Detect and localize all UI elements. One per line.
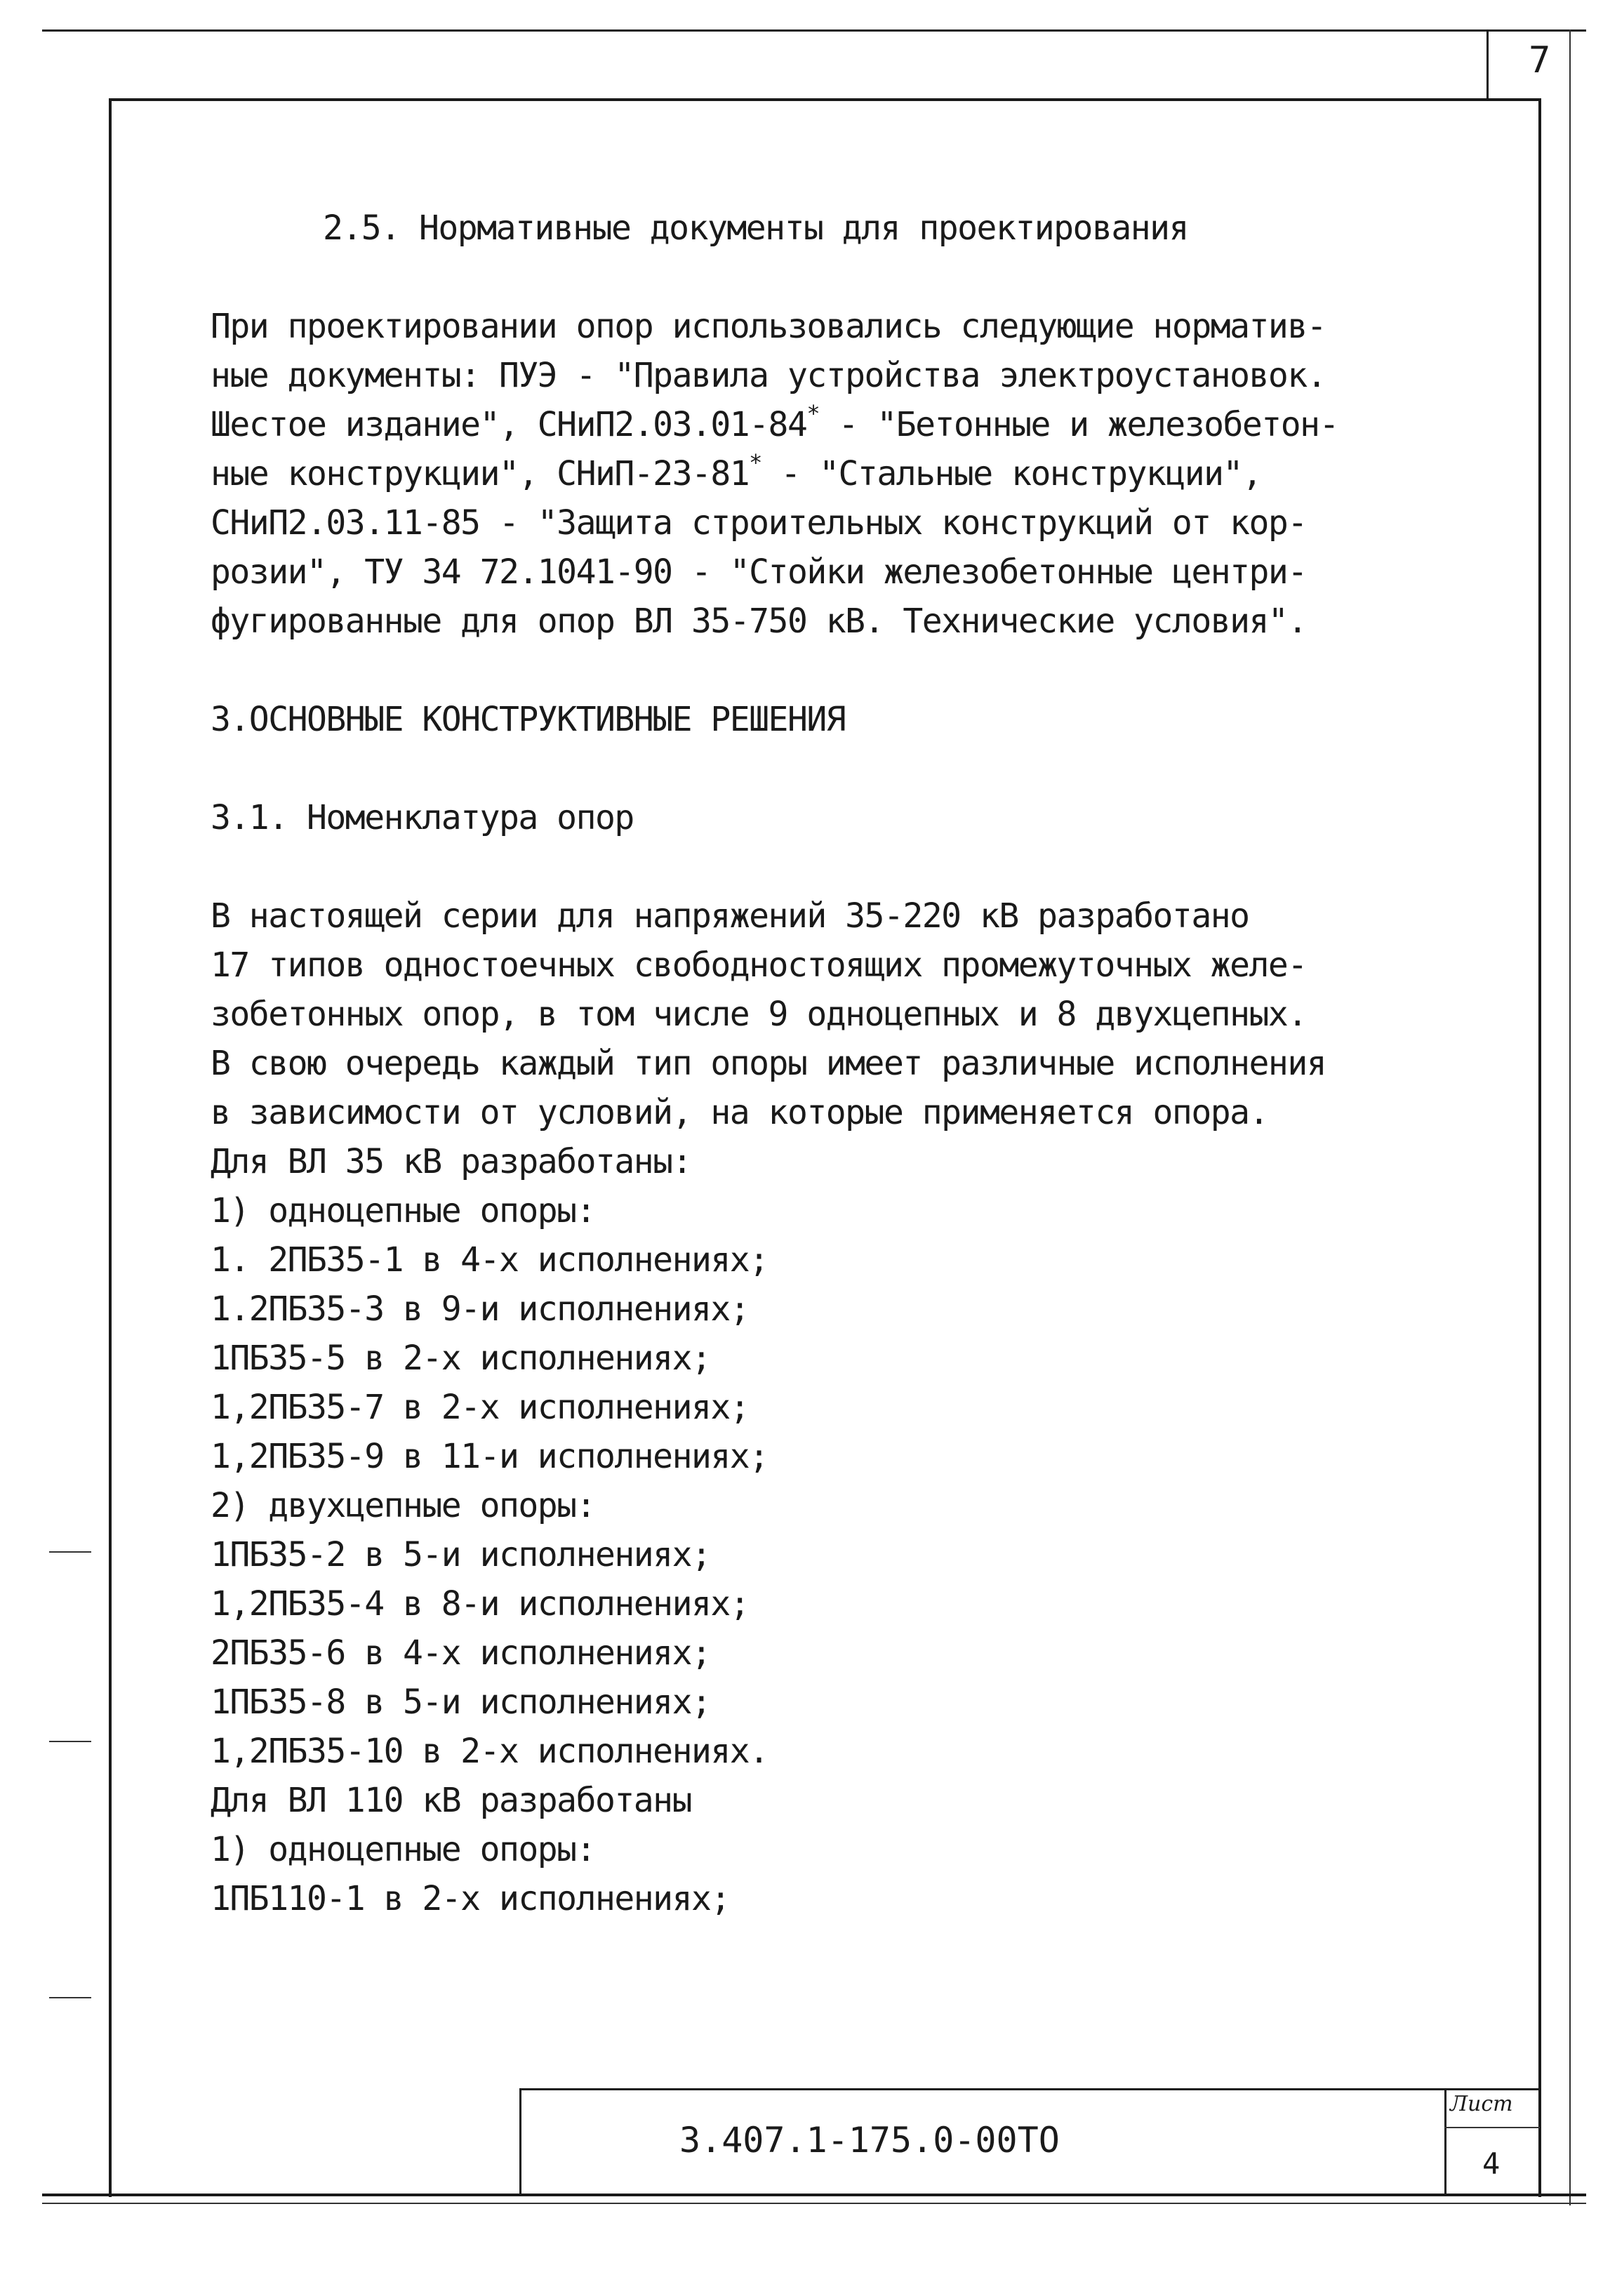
text-run: - "Бетонные и железобетон- <box>819 405 1338 444</box>
paragraph-line: 17 типов одностоечных свободностоящих промежуточных желе- <box>211 945 1307 985</box>
title-block-left <box>519 2088 521 2195</box>
list-subtitle: 2) двухцепные опоры: <box>211 1486 595 1525</box>
sheet-cell-left <box>1444 2088 1446 2195</box>
list-item: 1,2ПБ35-7 в 2-х исполнениях; <box>211 1388 750 1427</box>
margin-mark <box>49 1741 91 1742</box>
list-subtitle: 1) одноцепные опоры: <box>211 1191 595 1230</box>
paragraph-line <box>211 400 1404 449</box>
document-body <box>211 204 1404 1923</box>
paragraph-line: фугированные для опор ВЛ 35-750 кВ. Технические условия". <box>211 602 1307 641</box>
paragraph-line: в зависимости от условий, на которые применяется опора. <box>211 1093 1268 1132</box>
outer-right-line <box>1569 29 1571 2205</box>
paragraph-line: В свою очередь каждый тип опоры имеет различные исполнения <box>211 1044 1326 1083</box>
sheet-number: 4 <box>1482 2146 1501 2181</box>
footnote-mark: * <box>806 400 820 427</box>
sheet-label: Лист <box>1450 2092 1513 2116</box>
list-item: 1ПБ35-5 в 2-х исполнениях; <box>211 1339 711 1378</box>
list-title: Для ВЛ 35 кВ разработаны: <box>211 1142 691 1181</box>
list-item: 2ПБ35-6 в 4-х исполнениях; <box>211 1633 711 1673</box>
list-item: 1.2ПБ35-3 в 9-и исполнениях; <box>211 1289 750 1329</box>
list-item: 1ПБ35-2 в 5-и исполнениях; <box>211 1535 711 1574</box>
document-code: 3.407.1-175.0-00ТО <box>679 2120 1060 2161</box>
frame-top-line <box>109 98 1541 101</box>
page-number-box-left <box>1486 29 1489 98</box>
paragraph-line: В настоящей серии для напряжений 35-220 кВ разработано <box>211 896 1249 936</box>
list-item: 1,2ПБ35-4 в 8-и исполнениях; <box>211 1584 750 1624</box>
list-title: Для ВЛ 110 кВ разработаны <box>211 1781 691 1820</box>
sheet-cell-divider <box>1444 2127 1540 2128</box>
footnote-mark: * <box>749 449 761 476</box>
list-item: 1. 2ПБ35-1 в 4-х исполнениях; <box>211 1240 769 1280</box>
text-run: - "Стальные конструкции", <box>761 454 1262 493</box>
list-item: 1,2ПБ35-9 в 11-и исполнениях; <box>211 1437 769 1476</box>
page-number: 7 <box>1529 39 1551 81</box>
paragraph-line: ные документы: ПУЭ - "Правила устройства электроустановок. <box>211 356 1326 395</box>
paragraph-line: СНиП2.03.11-85 - "Защита строительных конструкций от кор- <box>211 503 1307 543</box>
title-block-top <box>519 2088 1541 2090</box>
bottom-double-line <box>42 2203 1586 2204</box>
paragraph-line: розии", ТУ 34 72.1041-90 - "Стойки железобетонные центри- <box>211 552 1307 592</box>
paragraph-line <box>211 449 1404 498</box>
frame-left-line <box>109 98 112 2197</box>
list-item: 1ПБ35-8 в 5-и исполнениях; <box>211 1683 711 1722</box>
frame-right-line <box>1538 98 1541 2197</box>
top-border-line <box>42 29 1586 32</box>
text-run: Шестое издание", СНиП2.03.01-84 <box>211 405 807 444</box>
list-subtitle: 1) одноцепные опоры: <box>211 1830 595 1869</box>
sub-heading-3-1: 3.1. Номенклатура опор <box>211 798 634 837</box>
paragraph-line: зобетонных опор, в том числе 9 одноцепных и 8 двухцепных. <box>211 995 1307 1034</box>
frame-bottom-line <box>42 2194 1586 2196</box>
list-item: 1,2ПБ35-10 в 2-х исполнениях. <box>211 1732 769 1771</box>
text-run: ные конструкции", СНиП-23-81 <box>211 454 750 493</box>
margin-mark <box>49 1997 91 1998</box>
section-heading-3: 3.ОСНОВНЫЕ КОНСТРУКТИВНЫЕ РЕШЕНИЯ <box>211 700 846 739</box>
section-heading-2-5: 2.5. Нормативные документы для проектирования <box>323 208 1188 248</box>
paragraph-line: При проектировании опор использовались следующие норматив- <box>211 307 1326 346</box>
list-item: 1ПБ110-1 в 2-х исполнениях; <box>211 1879 730 1918</box>
margin-mark <box>49 1551 91 1553</box>
